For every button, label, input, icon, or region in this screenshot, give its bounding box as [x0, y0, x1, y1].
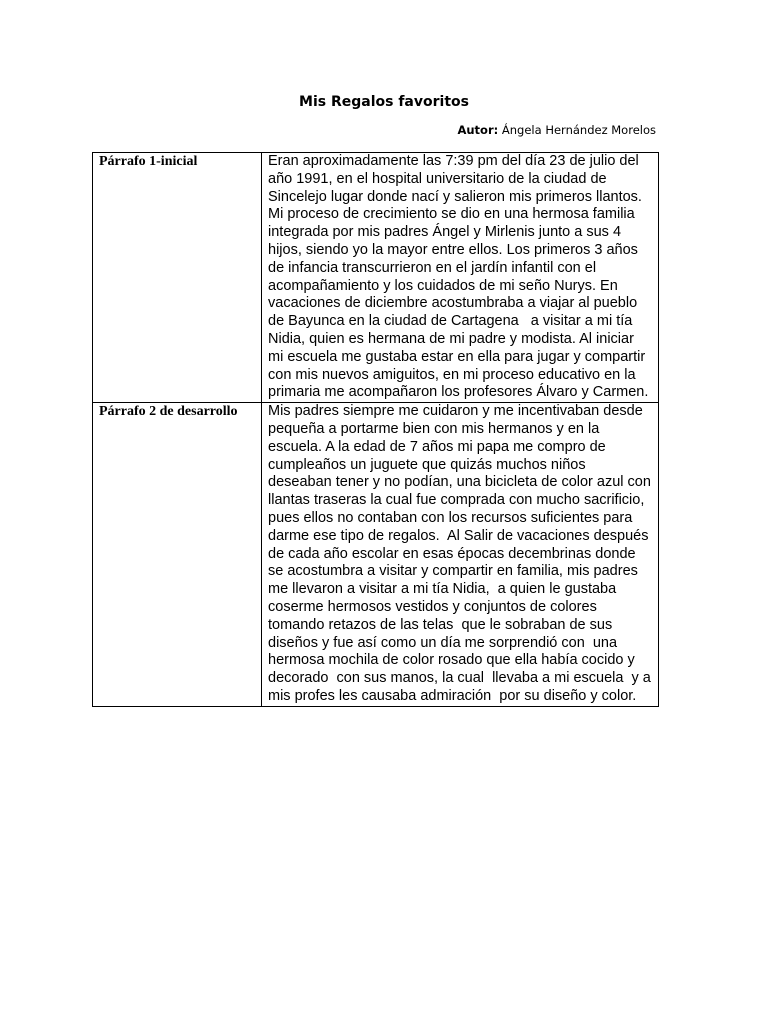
table-row	[93, 403, 659, 707]
author-line	[457, 123, 656, 138]
paragraph-table	[92, 152, 659, 707]
table-row	[93, 153, 659, 403]
author-name: Ángela Hernández Morelos	[501, 123, 656, 137]
author-label: Autor:	[457, 123, 499, 137]
row-label: Párrafo 2 de desarrollo	[93, 403, 262, 707]
row-text: Eran aproximadamente las 7:39 pm del día 23 de julio del año 1991, en el hospital universitario de la ciudad de Sincelejo lugar donde nací y salieron mis primeros llantos. Mi proceso de crecimiento se dio en una hermosa familia integrada por mis padres Ángel y Mirlenis junto a sus 4 hijos, siendo yo la mayor entre ellos. Los primeros 3 años de infancia transcurrieron en el jardín infantil con el acompañamiento y los cuidados de mi seño Nurys. En vacaciones de diciembre acostumbraba a viajar al pueblo de Bayunca en la ciudad de Cartagena a visitar a mi tía Nidia, quien es hermana de mi padre y modista. Al iniciar mi escuela me gustaba estar en ella para jugar y compartir con mis nuevos amiguitos, en mi proceso educativo en la primaria me acompañaron los profesores Álvaro y Carmen.	[262, 153, 659, 403]
document-title: Mis Regalos favoritos	[299, 94, 469, 110]
row-label: Párrafo 1-inicial	[93, 153, 262, 403]
row-text: Mis padres siempre me cuidaron y me incentivaban desde pequeña a portarme bien con mis hermanos y en la escuela. A la edad de 7 años mi papa me compro de cumpleaños un juguete que quizás muchos niños deseaban tener y no podían, una bicicleta de color azul con llantas traseras la cual fue comprada con mucho sacrificio, pues ellos no contaban con los recursos suficientes para darme ese tipo de regalos. Al Salir de vacaciones después de cada año escolar en esas épocas decembrinas donde se acostumbra a visitar y compartir en familia, mis padres me llevaron a visitar a mi tía Nidia, a quien le gustaba coserme hermosos vestidos y conjuntos de colores tomando retazos de las telas que le sobraban de sus diseños y fue así como un día me sorprendió con una hermosa mochila de color rosado que ella había cocido y decorado con sus manos, la cual llevaba a mi escuela y a mis profes les causaba admiración por su diseño y color.	[262, 403, 659, 707]
